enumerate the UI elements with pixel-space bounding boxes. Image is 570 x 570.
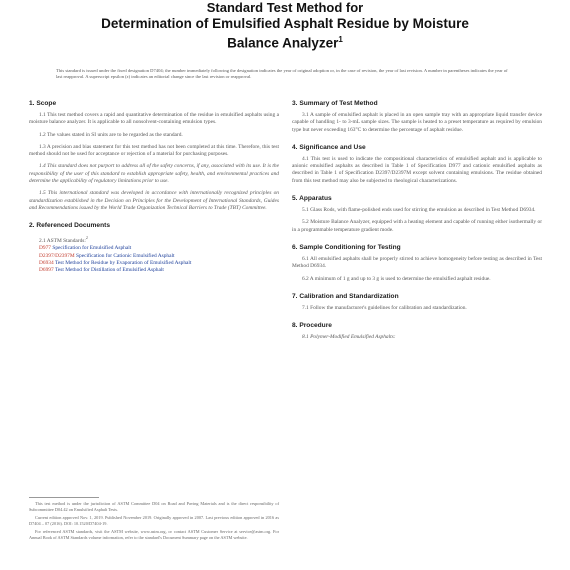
- reference-link[interactable]: D6934 Test Method for Residue by Evaporation of Emulsified Asphalt: [39, 259, 192, 266]
- para-1-2: 1.2 The values stated in SI units are to be regarded as the standard.: [39, 131, 183, 138]
- reference-link[interactable]: D2397/D2397M Specification for Cationic Emulsified Asphalt: [39, 252, 175, 259]
- right-column: [292, 100, 542, 346]
- footnote-1: This test method is under the jurisdiction of ASTM Committee D04 on Road and Paving Materials and is the direct responsibility of Subcommittee D04.42 on Emulsified Asphalt Tests.: [29, 501, 279, 512]
- section-heading-summary: 3. Summary of Test Method: [292, 100, 378, 107]
- para-1-5: 1.5 This international standard was developed in accordance with internationally recognized principles on standardization established in the Decision on Principles for the Development of International Standards, Guides and Recommendations issued by the World Trade Organization Technical Barriers to Trade (TBT) Committee.: [29, 190, 279, 211]
- section-heading-procedure: 8. Procedure: [292, 322, 332, 330]
- para-5-2: 5.2 Moisture Balance Analyzer, equipped with a heating element and capable of running either isothermally or in a programmable temperature gradient mode.: [292, 219, 542, 233]
- document-title-continued: Balance Analyzer$^1$: [227, 35, 343, 51]
- reference-link[interactable]: D977 Specification for Emulsified Asphalt: [39, 245, 132, 252]
- para-6-2: 6.2 A minimum of 1 g and up to 3 g is used to determine the emulsified asphalt residue.: [302, 275, 491, 282]
- section-heading-calibration: 7. Calibration and Standardization: [292, 292, 399, 300]
- left-column: [29, 100, 279, 280]
- para-5-1: 5.1 Glass Rods, with flame-polished ends used for stirring the emulsion as described in Test Method D6934.: [302, 207, 536, 214]
- para-7-1: 7.1 Follow the manufacturer's guidelines for calibration and standardization.: [302, 304, 467, 311]
- reference-link[interactable]: D6997 Test Method for Distillation of Emulsified Asphalt: [39, 267, 164, 274]
- footnotes: [29, 497, 279, 542]
- section-heading-conditioning: 6. Sample Conditioning for Testing: [292, 243, 401, 251]
- para-3-1: 3.1 A sample of emulsified asphalt is placed in an open sample tray with an appropriate liquid transfer device capable of handling 1- to 3-mL sample sizes. The sample is heated to a preset temperature as required by emulsion type but never exceeding 163°C to determine the percentage of asphalt residue.: [292, 112, 542, 133]
- footnote-1-edition: Current edition approved Nov. 1, 2019. Published November 2019. Originally approved in 2007. Last previous edition approved in 2016 as D7404 – 07 (2016). DOI: 10.1520/D7404-19.: [29, 514, 279, 526]
- footnote-2: For referenced ASTM standards, visit the ASTM website, www.astm.org, or contact ASTM Customer Service at service@astm.org. For Annual Book of ASTM Standards volume information, refer to the standard's Document Summary page on the ASTM website.: [29, 528, 279, 540]
- para-4-1: 4.1 This test is used to indicate the compositional characteristics of emulsified asphalt and is applicable to anionic emulsified asphalts as described in Table 1 of Specification D977 and cationic emulsified asphalts as described in Table 1 of Specification D2397/D2397M except solvent containing emulsions. The residue obtained from this test method may also be subjected to rheological characterizations.: [292, 155, 542, 184]
- para-1-1: 1.1 This test method covers a rapid and quantitative determination of the residue in emulsified asphalts using a moisture balance analyzer. It is applicable to all nonsolvent-containing emulsion types.: [29, 112, 279, 126]
- section-heading-significance: 4. Significance and Use: [292, 143, 366, 151]
- reference-intro: 2.1 ASTM Standards:$^2$: [39, 235, 88, 245]
- title-prefix: Standard Test Method for: [206, 0, 364, 15]
- para-6-1: 6.1 All emulsified asphalts shall be properly stirred to achieve homogeneity before testing as described in Test Method D6934.: [292, 255, 542, 270]
- para-1-3: 1.3 A precision and bias statement for this test method has not been completed at this time. Therefore, this test method should not be used for acceptance or rejection of a material for purchasing purposes.: [29, 143, 279, 158]
- section-heading-referenced-documents: 2. Referenced Documents: [29, 222, 110, 230]
- document-title: Determination of Emulsified Asphalt Residue by Moisture: [101, 16, 469, 31]
- para-1-4: 1.4 This standard does not purport to address all of the safety concerns, if any, associated with its use. It is the responsibility of the user of this standard to establish appropriate safety, health, and environmental practices and determine the applicability of regulatory limitations prior to use.: [29, 163, 279, 185]
- title-footnote-mark: 1: [338, 35, 343, 44]
- document-header: [0, 0, 570, 52]
- issuance-notice: This standard is issued under the fixed designation D7404; the number immediately following the designation indicates the year of original adoption or, in the case of revision, the year of last revision. A number in parentheses indicates the year of last reapproval. A superscript epsilon (ε) indicates an editorial change since the last revision or reapproval.: [56, 68, 508, 80]
- section-heading-apparatus: 5. Apparatus: [292, 195, 332, 203]
- section-heading-scope: 1. Scope: [29, 100, 57, 107]
- para-8-1: 8.1 Polymer-Modified Emulsified Asphalts:: [302, 334, 396, 341]
- reference-list: [29, 234, 279, 274]
- footnote-divider: [29, 497, 99, 498]
